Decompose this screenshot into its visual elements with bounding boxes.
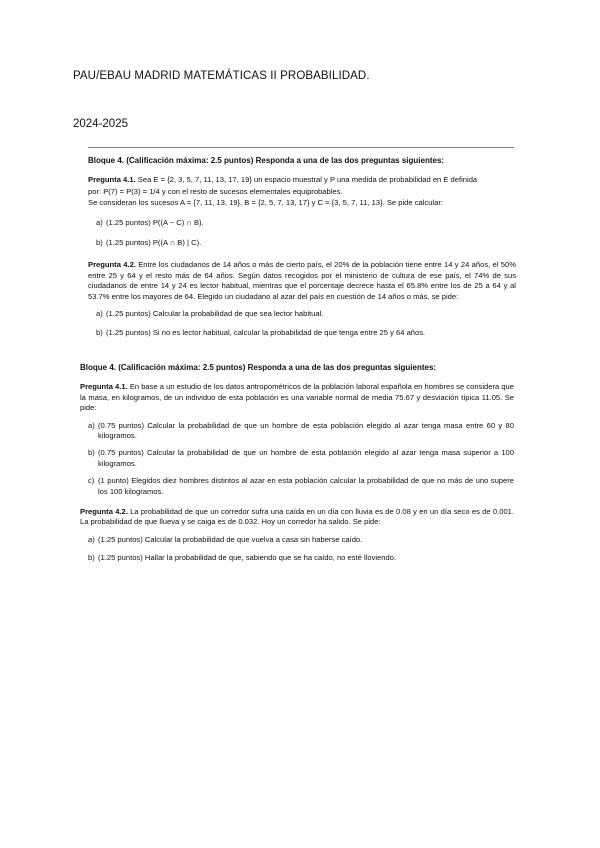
block-1-q41-item-a — [88, 218, 516, 228]
block-1-q41-line3: Se consideran los sucesos A = {7, 11, 13, 19}, B = {2, 5, 7, 13, 17} y C = {3, 5, 7, 11, 13}. Se pide calcular: — [88, 198, 443, 208]
block-1-q42-item-a — [88, 309, 516, 319]
block-2-q42-item-b — [80, 553, 514, 563]
item-text: (1.25 puntos) P((A − C) ∩ B). — [106, 217, 204, 227]
block-2-q41-item-c — [80, 476, 514, 497]
block-2-q42-label: Pregunta 4.2. — [80, 507, 128, 517]
item-text: (1.25 puntos) Calcular la probabilidad de que vuelva a casa sin haberse caído. — [98, 534, 363, 544]
block-1-q41-item-b — [88, 238, 516, 248]
item-text: (1.25 puntos) Si no es lector habitual, calcular la probabilidad de que tenga entre 25 y 64 años. — [106, 328, 426, 338]
item-marker: b) — [88, 448, 95, 458]
block-1-q41-line2: por: P(7) = P(3) = 1/4 y con el resto de sucesos elementales equiprobables. — [88, 186, 343, 196]
block-2-q42-text: La probabilidad de que un corredor sufra una caída en un día con lluvia es de 0.08 y en un día seco es de 0.001. La probabilidad de que llueva y se caiga es de 0.032. Hoy un corredor ha salido. Se pide: — [80, 507, 514, 527]
block-2-q41 — [80, 382, 514, 413]
item-text: (0.75 puntos) Calcular la probabilidad de que un hombre de esta población elegido al azar tenga masa entre 60 y 80 kilogramos. — [98, 420, 514, 441]
item-text: (0.75 puntos) Calcular la probabilidad de que un hombre de esta población elegido al azar tenga masa superior a 100 kilogramos. — [98, 448, 514, 468]
item-text: (1 punto) Elegidos diez hombres distintos al azar en esta población calcular la probabilidad de que no más de uno supere los 100 kilogramos. — [98, 476, 514, 496]
item-marker: a) — [96, 309, 103, 319]
block-2-heading: Bloque 4. (Calificación máxima: 2.5 puntos) Responda a una de las dos preguntas siguientes: — [80, 363, 437, 372]
horizontal-rule — [88, 147, 514, 148]
item-marker: b) — [96, 238, 103, 248]
block-2-q41-item-a — [80, 421, 514, 442]
document-year: 2024-2025 — [73, 118, 128, 130]
block-2-q41-text: En base a un estudio de los datos antropométricos de la población laboral española en hombres se considera que la masa, en kilogramos, de un individuo de esta población es una variable normal de media 75.67 y desviación típica 11.05. Se pide: — [80, 382, 515, 413]
item-marker: b) — [88, 553, 95, 563]
block-2-q41-item-b — [80, 448, 514, 469]
block-1 — [88, 156, 516, 339]
block-2-q42 — [80, 507, 514, 528]
item-marker: a) — [88, 420, 95, 430]
block-2-q42-item-a — [80, 535, 514, 545]
block-1-q41-text1: Sea E = {2, 3, 5, 7, 11, 13, 17, 19} un espacio muestral y P una medida de probabilidad en E definida — [135, 175, 478, 185]
block-1-q42-item-b — [88, 328, 516, 338]
block-1-heading: Bloque 4. (Calificación máxima: 2.5 puntos) Responda a una de las dos preguntas siguientes: — [88, 156, 445, 165]
item-marker: c) — [88, 476, 95, 486]
block-1-q42-label: Pregunta 4.2. — [88, 260, 136, 270]
block-1-q41-label: Pregunta 4.1. — [88, 175, 136, 185]
item-text: (1.25 puntos) Hallar la probabilidad de que, sabiendo que se ha caído, no esté lloviendo. — [98, 553, 397, 563]
document-title: PAU/EBAU MADRID MATEMÁTICAS II PROBABILIDAD. — [73, 70, 370, 82]
item-marker: b) — [96, 328, 103, 338]
item-text: (1.25 puntos) Calcular la probabilidad de que sea lector habitual. — [106, 309, 324, 319]
item-marker: a) — [88, 534, 95, 544]
block-1-q42 — [88, 260, 516, 302]
block-1-q41-line1 — [88, 175, 516, 185]
block-2-q41-label: Pregunta 4.1. — [80, 382, 128, 392]
item-marker: a) — [96, 217, 103, 227]
block-1-q42-text: Entre los ciudadanos de 14 años o más de cierto país, el 20% de la población tiene entre 14 y 24 años, el 50% entre 25 y 64 y el resto más de 64 años. Según datos recogidos por el ministerio de cultura de ese país, el 74% de sus ciudadanos de entre 14 y 24 es lector habitual, mientras que el porcentaje decrece hasta el 65.8% entre los de 25 a 64 y al 53.7% entre los mayores de 64. Elegido un ciudadano al azar del país en cuestión de 14 años o más, se pide: — [88, 260, 516, 301]
block-2 — [80, 363, 514, 564]
item-text: (1.25 puntos) P((A ∩ B) | C). — [106, 238, 202, 248]
